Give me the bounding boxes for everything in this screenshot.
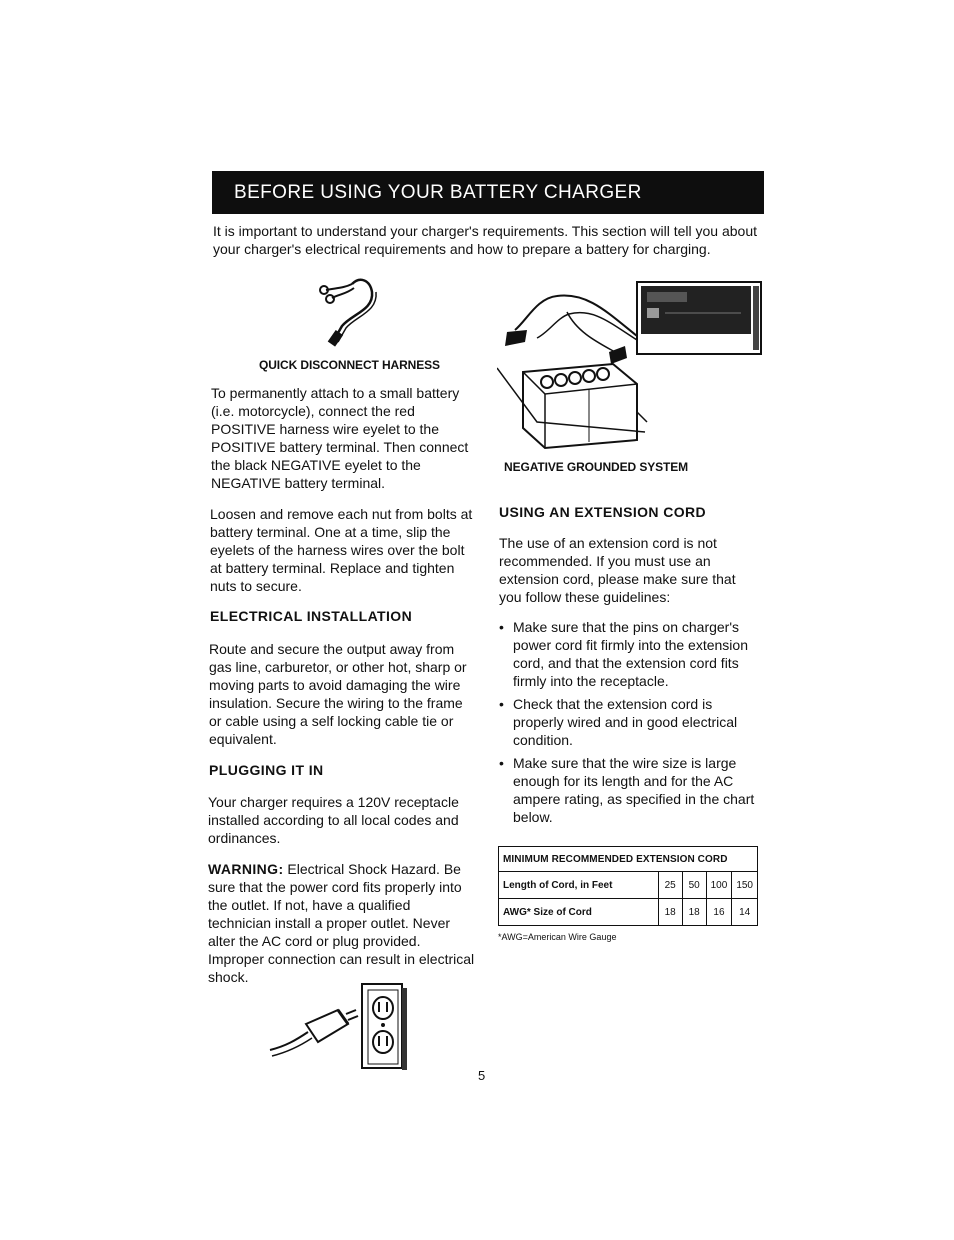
table-footnote: *AWG=American Wire Gauge <box>498 932 617 942</box>
table-title: MINIMUM RECOMMENDED EXTENSION CORD <box>499 847 758 872</box>
negative-grounded-system-illustration <box>497 272 765 450</box>
guideline-item: • Make sure that the wire size is large enough for its length and for the AC ampere rating, as specified in the chart below. <box>499 755 755 825</box>
warning-paragraph <box>208 860 476 986</box>
bullet-icon: • <box>499 755 504 771</box>
guideline-item: • Check that the extension cord is properly wired and in good electrical condition. <box>499 696 738 748</box>
extension-cord-heading: USING AN EXTENSION CORD <box>499 504 707 520</box>
section-title: BEFORE USING YOUR BATTERY CHARGER <box>234 181 642 203</box>
table-row <box>499 872 758 899</box>
table-cell: 16 <box>706 899 732 926</box>
plugging-it-in-heading: PLUGGING IT IN <box>209 762 324 778</box>
harness-instructions-paragraph: To permanently attach to a small battery (i.e. motorcycle), connect the red POSITIVE harness wire eyelet to the POSITIVE battery terminal. Then connect the black NEGATIVE eyelet to the NEGATIVE battery terminal. <box>211 385 469 491</box>
harness-caption: QUICK DISCONNECT HARNESS <box>259 358 440 372</box>
harness-mounting-paragraph: Loosen and remove each nut from bolts at battery terminal. One at a time, slip the eyelets of the harness wires over the bolt at battery terminal. Replace and tighten nuts to secure. <box>210 506 473 594</box>
table-header-row <box>499 847 758 872</box>
electrical-installation-heading: ELECTRICAL INSTALLATION <box>210 608 413 624</box>
table-cell: 100 <box>706 872 732 899</box>
page-number: 5 <box>478 1068 486 1083</box>
extension-cord-paragraph: The use of an extension cord is not recommended. If you must use an extension cord, please make sure that you follow these guidelines: <box>499 535 736 605</box>
table-cell: 18 <box>658 899 682 926</box>
electrical-installation-paragraph: Route and secure the output away from gas line, carburetor, or other hot, sharp or moving parts to avoid damaging the wire insulation. Secure the wiring to the frame or cable using a self locking cable tie or equivalent. <box>209 641 467 747</box>
row-label: AWG* Size of Cord <box>499 899 659 926</box>
table-cell: 25 <box>658 872 682 899</box>
table-cell: 50 <box>682 872 706 899</box>
warning-label: WARNING: <box>208 861 284 877</box>
intro-paragraph: It is important to understand your charger's requirements. This section will tell you about your charger's electrical requirements and how to prepare a battery for charging. <box>213 223 758 257</box>
guideline-item: • Make sure that the pins on charger's power cord fit firmly into the extension cord, and that the extension cord fits firmly into the receptacle. <box>499 619 748 689</box>
system-caption: NEGATIVE GROUNDED SYSTEM <box>504 460 689 474</box>
quick-disconnect-harness-illustration <box>312 270 390 350</box>
table-cell: 18 <box>682 899 706 926</box>
plug-and-outlet-illustration <box>268 980 410 1072</box>
extension-cord-table <box>498 846 758 926</box>
bullet-icon: • <box>499 696 504 712</box>
plugging-it-in-paragraph: Your charger requires a 120V receptacle installed according to all local codes and ordinances. <box>208 794 459 846</box>
warning-text: Electrical Shock Hazard. Be sure that the power cord fits properly into the outlet. If not, have a qualified technician install a proper outlet. Never alter the AC cord or plug provided. Improper connection can result in electrical shock. <box>208 861 475 985</box>
section-title-banner <box>212 171 764 214</box>
row-label: Length of Cord, in Feet <box>499 872 659 899</box>
table-row <box>499 899 758 926</box>
bullet-icon: • <box>499 619 504 635</box>
table-cell: 150 <box>732 872 758 899</box>
table-cell: 14 <box>732 899 758 926</box>
extension-cord-guidelines <box>499 618 761 831</box>
